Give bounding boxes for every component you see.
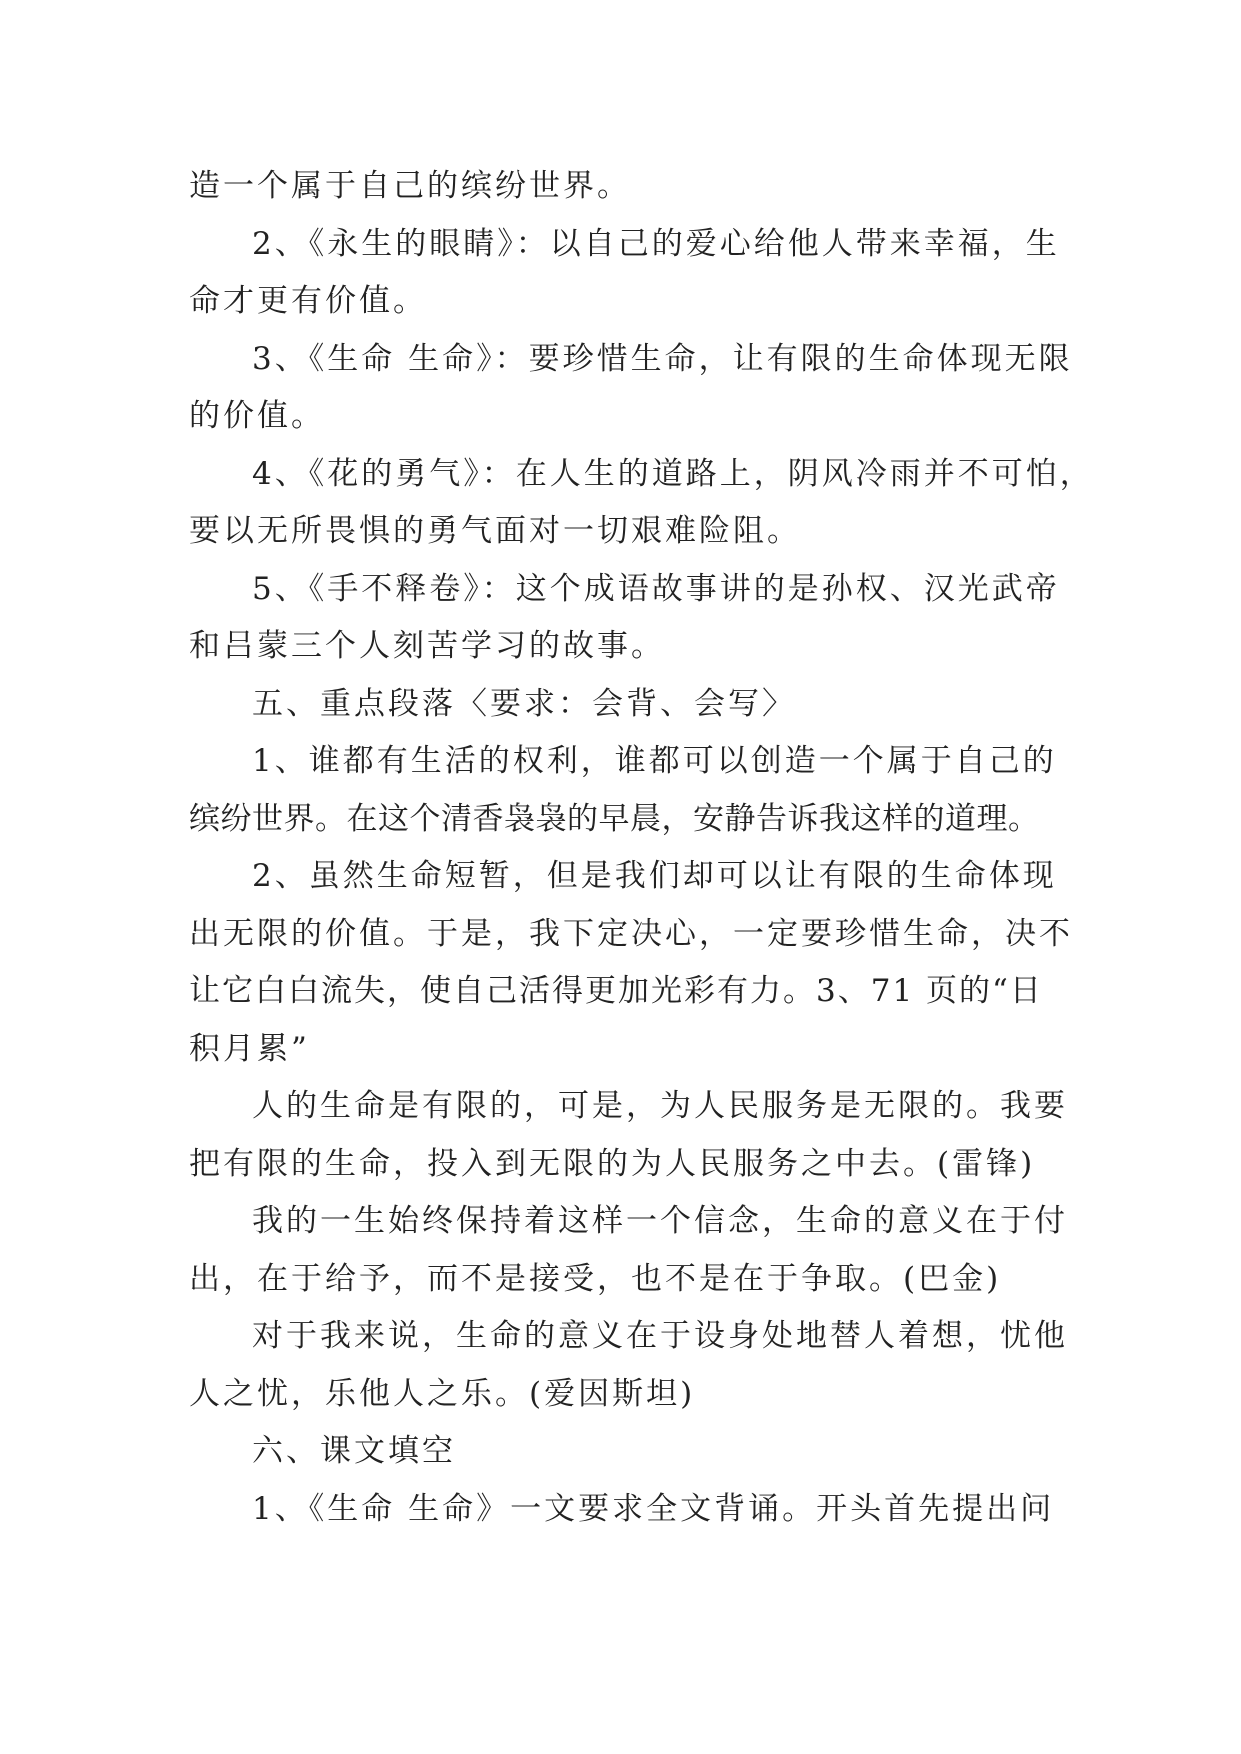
text-line: 对于我来说，生命的意义在于设身处地替人着想，忧他	[252, 1318, 1068, 1354]
section-heading: 六、课文填空	[252, 1433, 456, 1469]
text-line: 4、《花的勇气》：在人生的道路上，阴风冷雨并不可怕，	[252, 456, 1094, 492]
text-line: 3、《生命 生命》：要珍惜生命，让有限的生命体现无限	[252, 341, 1073, 377]
text-line: 人的生命是有限的，可是，为人民服务是无限的。我要	[252, 1088, 1068, 1124]
text-line: 造一个属于自己的缤纷世界。	[189, 168, 631, 204]
text-line: 出无限的价值。于是，我下定决心，一定要珍惜生命，决不	[189, 916, 1073, 952]
text-line: 出，在于给予，而不是接受，也不是在于争取。(巴金)	[189, 1261, 1002, 1297]
text-line: 人之忧，乐他人之乐。(爱因斯坦)	[189, 1376, 696, 1412]
text-line: 的价值。	[189, 398, 325, 434]
text-line: 积月累”	[189, 1031, 310, 1067]
text-line: 命才更有价值。	[189, 283, 427, 319]
text-line: 2、《永生的眼睛》：以自己的爱心给他人带来幸福，生	[252, 226, 1060, 262]
text-line: 要以无所畏惧的勇气面对一切艰难险阻。	[189, 513, 801, 549]
text-line: 和吕蒙三个人刻苦学习的故事。	[189, 628, 665, 664]
text-line: 让它白白流失，使自己活得更加光彩有力。3、71 页的“日	[189, 973, 1043, 1009]
text-line: 我的一生始终保持着这样一个信念，生命的意义在于付	[252, 1203, 1068, 1239]
text-line: 缤纷世界。在这个清香袅袅的早晨，安静告诉我这样的道理。	[189, 801, 1040, 837]
text-line: 2、虽然生命短暂，但是我们却可以让有限的生命体现	[252, 858, 1057, 894]
text-line: 把有限的生命，投入到无限的为人民服务之中去。(雷锋)	[189, 1146, 1036, 1182]
text-line: 1、谁都有生活的权利，谁都可以创造一个属于自己的	[252, 743, 1057, 779]
text-line: 1、《生命 生命》一文要求全文背诵。开头首先提出问	[252, 1491, 1055, 1527]
text-line: 5、《手不释卷》：这个成语故事讲的是孙权、汉光武帝	[252, 571, 1060, 607]
section-heading: 五、重点段落〈要求：会背、会写〉	[252, 686, 796, 722]
